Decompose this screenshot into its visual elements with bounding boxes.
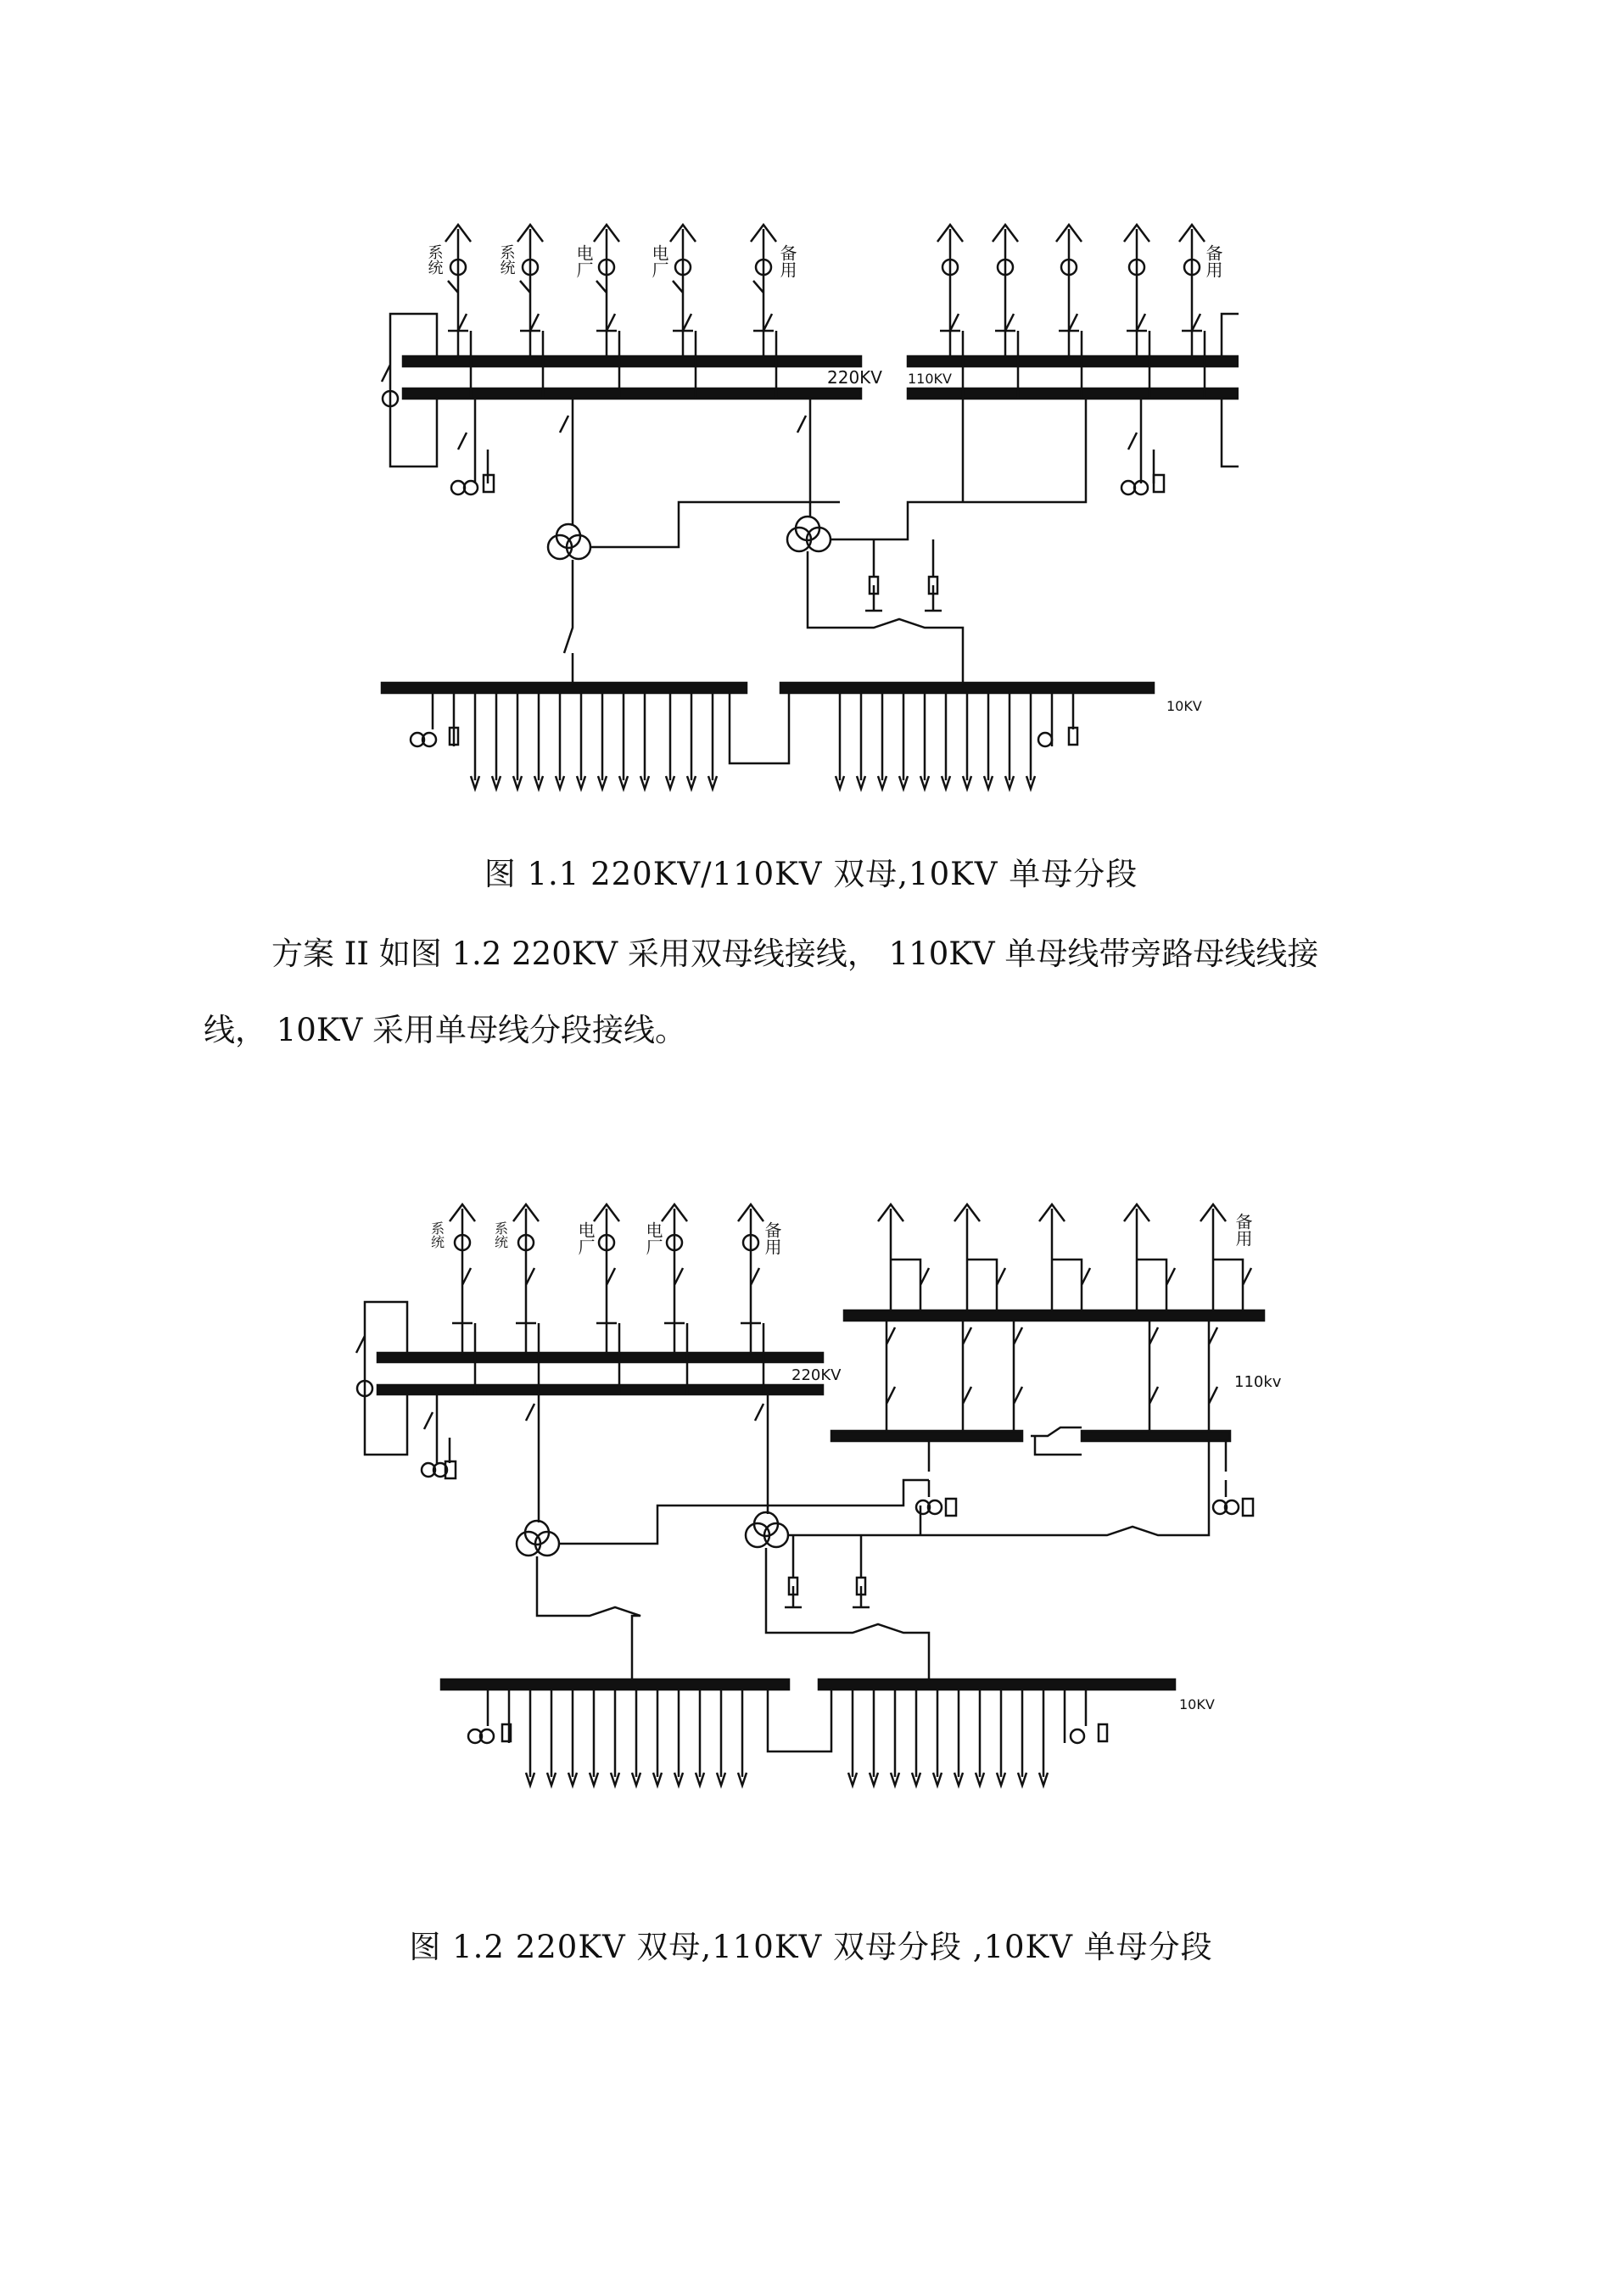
- bus-10-section-2: [819, 1679, 1175, 1690]
- bus-220-main: [378, 1353, 823, 1362]
- transformer-1-hv-lead: [526, 1395, 539, 1522]
- bus-110-section-2: [1082, 1431, 1230, 1441]
- bus-220-label: 220KV: [791, 1366, 842, 1384]
- transformer-1-hv-lead: [560, 399, 573, 526]
- pt-220: [458, 399, 488, 483]
- feeders-110: [878, 1204, 1251, 1455]
- bus-10-section-1: [441, 1679, 789, 1690]
- transformer-1-mv-lead: [590, 502, 840, 547]
- paragraph: [204, 916, 1425, 1069]
- bus-110-label: 110kv: [1234, 1373, 1282, 1391]
- transformer-2-mv-lead: [831, 399, 1086, 539]
- paragraph-line-1: 方案 II 如图 1.2 220KV 采用双母线接线， 110KV 单母线带旁路母线线接: [271, 936, 1319, 972]
- pt-110-left: [1121, 481, 1135, 494]
- feeder-sys1-label: 系统: [428, 1221, 445, 1249]
- pt-110-branch-2: [925, 539, 942, 611]
- bus-110-reserve: [908, 388, 1239, 399]
- feeder-sys2-label: 系统: [497, 244, 516, 275]
- arrester-110-1: [946, 1499, 956, 1516]
- bus-coupler-220: [356, 1302, 407, 1455]
- feeder-sys1-label: 系统: [425, 244, 444, 275]
- bus-110-main: [844, 1310, 1264, 1321]
- figure-1-caption: 图 1.1 220KV/110KV 双母,10KV 单母分段: [484, 856, 1138, 892]
- feeder-spare-220-label: 备用: [777, 244, 797, 278]
- feeders-10-section-1: [433, 693, 789, 789]
- bus-110-main: [908, 356, 1239, 366]
- transformer-2-hv-lead: [755, 1395, 768, 1514]
- bus-10-label: 10KV: [1166, 698, 1202, 714]
- figure-1-diagram: [365, 204, 1239, 814]
- bus-10-section-2: [780, 683, 1154, 693]
- paragraph-line-2: 线， 10KV 采用单母线分段接线。: [204, 1012, 686, 1048]
- transformer-1-lv-lead: [564, 560, 573, 683]
- transformer-1-lv-lead: [537, 1556, 640, 1679]
- bus-220-reserve: [378, 1385, 823, 1394]
- arrester-110: [1154, 475, 1164, 492]
- pt-110-branch-2: [853, 1535, 870, 1607]
- feeder-plant1-label: 电厂: [573, 244, 594, 278]
- pt-110-branch-1: [865, 539, 882, 611]
- pt-10-2-a: [1038, 733, 1052, 746]
- feeder-spare-110-label: 备用: [1203, 244, 1223, 278]
- pt-220-left: [451, 481, 465, 494]
- pt-220: [424, 1395, 450, 1463]
- transformer-2-hv-lead: [797, 399, 810, 517]
- feeders-110: [937, 225, 1205, 399]
- feeder-sys2-label: 系统: [492, 1221, 509, 1249]
- pt-10-2-a: [1071, 1729, 1084, 1743]
- pt-220-right: [464, 481, 478, 494]
- figure-2-caption: 图 1.2 220KV 双母,110KV 双母分段 ,10KV 单母分段: [409, 1929, 1213, 1965]
- arrester-10-2: [1099, 1724, 1107, 1741]
- feeders-10-section-1: [488, 1690, 831, 1785]
- pt-110: [1128, 399, 1154, 483]
- feeders-220: [445, 225, 776, 399]
- bus-110-section-1: [831, 1431, 1022, 1441]
- feeder-spare-110-label: 备用: [1233, 1213, 1253, 1247]
- feeder-plant2-label: 电厂: [643, 1221, 663, 1255]
- bus-10-label: 10KV: [1179, 1696, 1215, 1712]
- bus-110-label: 110KV: [908, 371, 952, 387]
- bus-220-label: 220KV: [827, 367, 882, 388]
- pt-110-branch-1: [785, 1535, 802, 1607]
- transformer-2-lv-lead: [766, 1548, 929, 1679]
- figure-2-diagram: [344, 1192, 1294, 1853]
- feeder-plant2-label: 电厂: [649, 244, 669, 278]
- feeders-10-section-2: [848, 1690, 1086, 1785]
- feeder-spare-220-label: 备用: [762, 1221, 782, 1255]
- feeder-plant1-label: 电厂: [575, 1221, 596, 1255]
- transformer-2-mv-lead: [788, 1441, 1209, 1535]
- bus-10-section-1: [382, 683, 747, 693]
- transformer-2-lv-lead: [808, 551, 963, 683]
- arrester-110-2: [1243, 1499, 1253, 1516]
- arrester-10-2: [1069, 728, 1077, 745]
